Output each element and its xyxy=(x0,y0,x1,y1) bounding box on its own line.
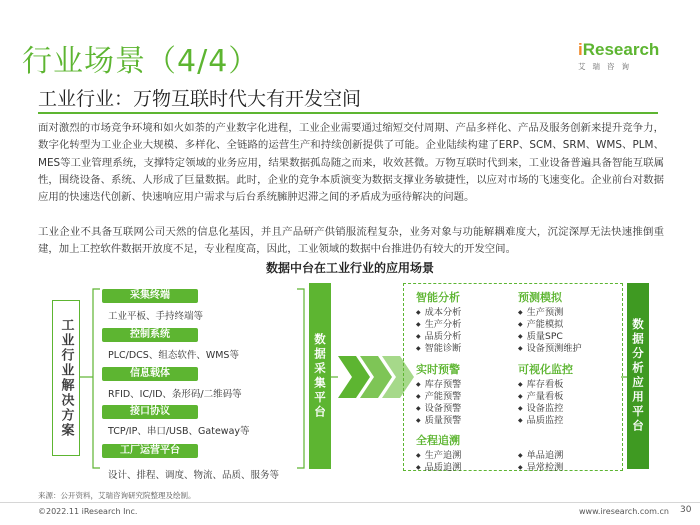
page-number: 30 xyxy=(680,505,692,515)
category-interface-protocol: 接口协议 xyxy=(102,405,198,419)
list-item: ◆ 生产预测 xyxy=(518,307,563,319)
solution-label-box: 工业行业解决方案 xyxy=(52,300,80,456)
copyright: ©2022.11 iResearch Inc. xyxy=(38,507,138,516)
list-item: ◆ 异常检测 xyxy=(518,462,563,474)
list-item: ◆ 设备预警 xyxy=(416,403,461,415)
footer-divider xyxy=(0,502,700,503)
list-item: ◆ 质量SPC xyxy=(518,331,563,343)
category-item-information-carrier: RFID、IC/ID、条形码/二维码等 xyxy=(108,389,242,400)
right-bracket xyxy=(297,289,304,468)
source-note: 来源：公开资料，艾瑞咨询研究院整理及绘制。 xyxy=(38,491,196,500)
category-item-factory-operation-platform: 设计、排程、调度、物流、品质、服务等 xyxy=(108,470,280,481)
list-item: ◆ 产能预警 xyxy=(416,391,461,403)
list-item: ◆ 库存预警 xyxy=(416,379,461,391)
list-item: ◆ 品质分析 xyxy=(416,331,461,343)
paragraph-1: 面对激烈的市场竞争环境和如火如荼的产业数字化进程，工业企业需要通过缩短交付周期、产品多样化、产品及服务创新来提升竞争力，数字化转型为工业企业大规模、多样化、全链路的运营生产和持续创新提供了可能。企业陆续构建了ERP、SCM、SRM、WMS、PLM、MES等工业管理系统，支撑特定领域的业务应用，结果数据孤岛随之而来，收效甚微。万物互联时代到来，工业设备普遍具备智能互联属性，围绕设备、系统、人形成了巨量数据。此时，企业的竞争本质演变为数据支撑业务敏捷性，以应对市场的飞速变化。企业前台对数据应用的快速迭代创新、快速响应用户需求与后台系统臃肿迟滞之间的矛盾成为亟待解决的问题。 xyxy=(38,122,664,204)
list-item: ◆ 品质追溯 xyxy=(416,462,461,474)
website-url: www.iresearch.com.cn xyxy=(579,507,669,516)
data-analysis-platform-bar: 数据分析应用平台 xyxy=(627,283,649,469)
section-title-full-traceability: 全程追溯 xyxy=(416,434,460,447)
paragraph-2: 工业企业不具备互联网公司天然的信息化基因，并且产品研产供销服流程复杂，业务对象与功能解耦难度大，沉淀深厚无法快速推倒重建，加上工控软件数据开放度不足，专业程度高，因此，工业领域的数据中台推进仍有较大的开发空间。 xyxy=(38,226,664,256)
list-item: ◆ 生产追溯 xyxy=(416,450,461,462)
category-factory-operation-platform: 工厂运营平台 xyxy=(102,444,198,458)
category-collection-terminal: 采集终端 xyxy=(102,289,198,303)
list-item: ◆ 品质监控 xyxy=(518,415,563,427)
category-control-system: 控制系统 xyxy=(102,328,198,342)
category-item-control-system: PLC/DCS、组态软件、WMS等 xyxy=(108,350,239,361)
diagram-title: 数据中台在工业行业的应用场景 xyxy=(265,261,434,275)
list-item: ◆ 质量预警 xyxy=(416,415,461,427)
page-title: 行业场景（4/4） xyxy=(22,44,260,79)
list-item: ◆ 产量看板 xyxy=(518,391,563,403)
data-collection-platform-bar: 数据采集平台 xyxy=(309,283,331,469)
list-item: ◆ 库存看板 xyxy=(518,379,563,391)
category-item-collection-terminal: 工业平板、手持终端等 xyxy=(108,311,204,322)
list-item: ◆ 单品追溯 xyxy=(518,450,563,462)
logo-sub: 艾瑞咨询 xyxy=(578,62,636,71)
left-bracket xyxy=(93,289,100,468)
logo-brand-rest: Research xyxy=(582,40,660,59)
category-information-carrier: 信息载体 xyxy=(102,367,198,381)
page-subtitle: 工业行业：万物互联时代大有开发空间 xyxy=(38,88,362,110)
list-item: ◆ 智能诊断 xyxy=(416,343,461,355)
section-title-real-time-alert: 实时预警 xyxy=(416,363,460,376)
section-title-visual-monitoring: 可视化监控 xyxy=(518,363,573,376)
section-title-forecast-simulation: 预测模拟 xyxy=(518,291,562,304)
list-item: ◆ 生产分析 xyxy=(416,319,461,331)
list-item: ◆ 成本分析 xyxy=(416,307,461,319)
list-item: ◆ 设备预测维护 xyxy=(518,343,582,355)
category-item-interface-protocol: TCP/IP、串口/USB、Gateway等 xyxy=(108,426,250,437)
section-title-smart-analysis: 智能分析 xyxy=(416,291,460,304)
list-item: ◆ 产能模拟 xyxy=(518,319,563,331)
list-item: ◆ 设备监控 xyxy=(518,403,563,415)
logo-brand-i: i xyxy=(578,40,583,59)
